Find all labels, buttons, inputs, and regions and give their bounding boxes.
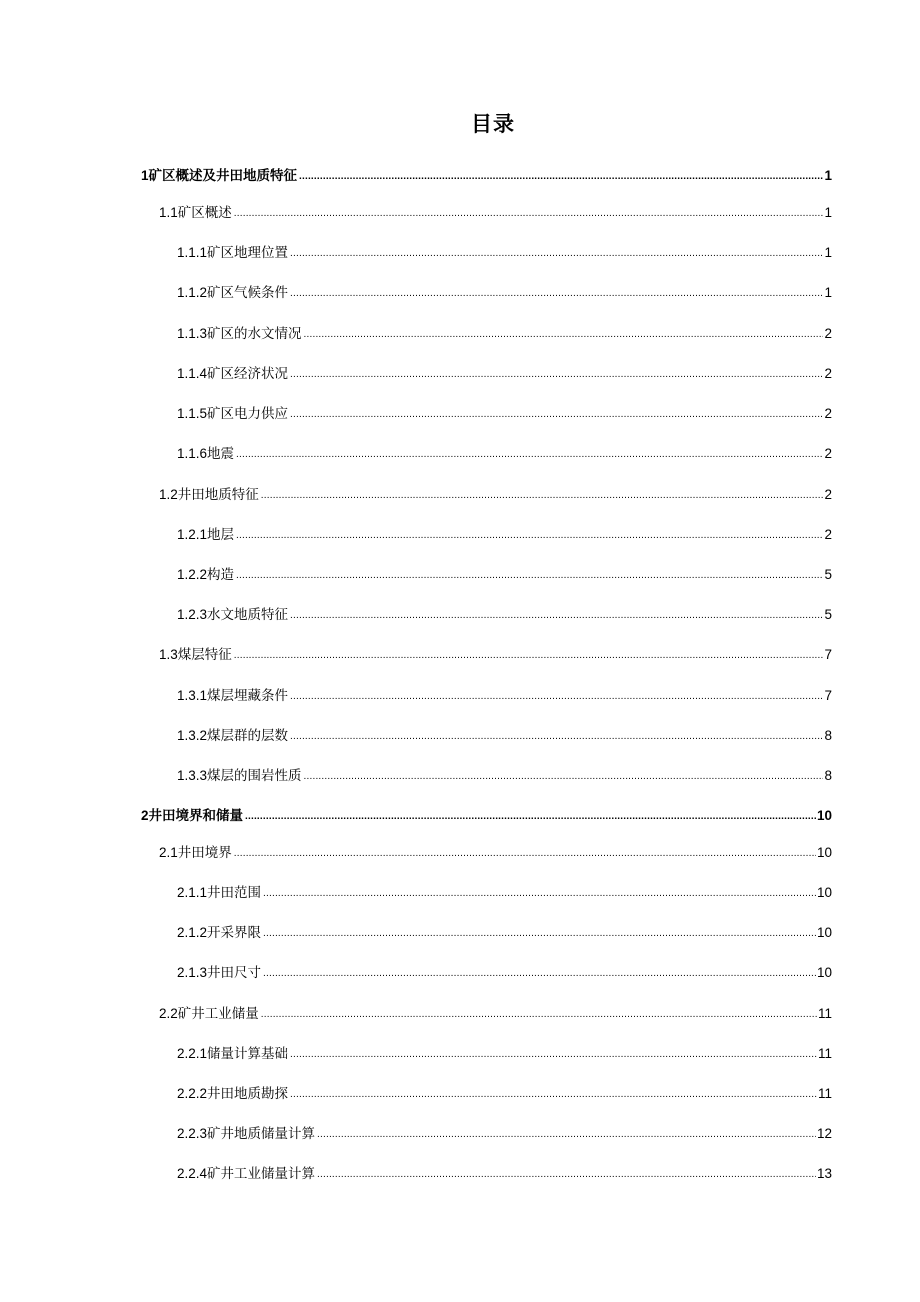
toc-entry-title: 水文地质特征 xyxy=(207,607,289,623)
toc-entry-title: 井田地质勘探 xyxy=(207,1086,289,1102)
toc-entry[interactable] xyxy=(177,402,832,426)
toc-entry[interactable] xyxy=(159,483,832,507)
toc-entry-number: 2.1 xyxy=(159,845,178,860)
toc-entry-page-number: 1 xyxy=(824,245,832,260)
toc-entry-title: 煤层的围岩性质 xyxy=(207,768,302,784)
toc-entry[interactable] xyxy=(159,1002,832,1026)
toc-entry-title: 矿区概述 xyxy=(177,205,232,221)
toc-entry[interactable] xyxy=(177,322,832,346)
toc-entry[interactable] xyxy=(177,961,832,985)
toc-entry-title: 井田境界 xyxy=(177,845,232,861)
toc-entry-number: 2.2.4 xyxy=(177,1166,208,1181)
toc-entry[interactable] xyxy=(177,881,832,905)
toc-entry-number: 2.1.1 xyxy=(177,885,208,900)
toc-dot-leader xyxy=(263,922,816,946)
toc-entry[interactable] xyxy=(177,362,832,386)
toc-entry-number: 1.2.1 xyxy=(177,527,208,542)
toc-entry[interactable] xyxy=(177,241,832,265)
toc-entry-number: 1.3.2 xyxy=(177,728,208,743)
toc-dot-leader xyxy=(290,403,823,427)
toc-dot-leader xyxy=(234,842,816,866)
toc-dot-leader xyxy=(290,242,823,266)
toc-entry-title: 井田尺寸 xyxy=(207,965,262,981)
toc-entry-title: 井田范围 xyxy=(207,885,262,901)
toc-entry[interactable] xyxy=(177,1122,832,1146)
toc-entry[interactable] xyxy=(177,603,832,627)
toc-dot-leader xyxy=(234,644,824,668)
toc-entry[interactable] xyxy=(159,841,832,865)
toc-dot-leader xyxy=(290,282,823,306)
toc-entry-title: 地震 xyxy=(207,446,235,462)
toc-entry-number: 1 xyxy=(141,168,149,183)
toc-entry-number: 2.2.2 xyxy=(177,1086,208,1101)
toc-entry[interactable] xyxy=(177,442,832,466)
toc-entry[interactable] xyxy=(177,1082,832,1106)
toc-entry-page-number: 5 xyxy=(824,607,832,622)
toc-entry-page-number: 8 xyxy=(824,768,832,783)
toc-entry-number: 1.2 xyxy=(159,487,178,502)
toc-title: 目录 xyxy=(471,112,515,136)
toc-entry-page-number: 2 xyxy=(824,446,832,461)
toc-entry-page-number: 1 xyxy=(824,205,832,220)
toc-entry-page-number: 12 xyxy=(816,1126,832,1141)
toc-entry-page-number: 10 xyxy=(816,885,832,900)
toc-entry-page-number: 10 xyxy=(816,925,832,940)
toc-dot-leader xyxy=(234,202,824,226)
toc-dot-leader xyxy=(304,323,824,347)
toc-entry-number: 1.3 xyxy=(159,647,178,662)
toc-entry-page-number: 2 xyxy=(824,406,832,421)
toc-entry[interactable] xyxy=(177,281,832,305)
toc-entry-page-number: 2 xyxy=(824,326,832,341)
toc-entry[interactable] xyxy=(177,563,832,587)
toc-entry-number: 1.1.1 xyxy=(177,245,208,260)
toc-entry-number: 2.1.2 xyxy=(177,925,208,940)
toc-entry-title: 井田境界和储量 xyxy=(148,808,244,824)
toc-entry-page-number: 11 xyxy=(817,1046,832,1061)
toc-entry-page-number: 11 xyxy=(817,1006,832,1021)
toc-entry-title: 矿区电力供应 xyxy=(207,406,289,422)
toc-entry[interactable] xyxy=(177,684,832,708)
toc-entry-page-number: 2 xyxy=(824,527,832,542)
toc-entry-page-number: 10 xyxy=(816,965,832,980)
toc-entry-number: 1.1.3 xyxy=(177,326,208,341)
toc-entry-title: 煤层群的层数 xyxy=(207,728,289,744)
toc-dot-leader xyxy=(304,765,824,789)
toc-dot-leader xyxy=(290,1083,817,1107)
toc-entry-number: 1.1.5 xyxy=(177,406,208,421)
toc-entry-page-number: 2 xyxy=(824,487,832,502)
toc-entry-page-number: 1 xyxy=(824,285,832,300)
toc-entry-title: 煤层埋藏条件 xyxy=(207,688,289,704)
toc-entry-number: 2.1.3 xyxy=(177,965,208,980)
toc-entry-number: 2.2.3 xyxy=(177,1126,208,1141)
toc-dot-leader xyxy=(261,1003,817,1027)
toc-entry[interactable] xyxy=(177,1162,832,1186)
toc-entry-page-number: 10 xyxy=(816,845,832,860)
toc-entry[interactable] xyxy=(159,643,832,667)
toc-entry-number: 1.3.1 xyxy=(177,688,208,703)
toc-entry-page-number: 5 xyxy=(824,567,832,582)
toc-dot-leader xyxy=(236,524,823,548)
toc-dot-leader xyxy=(317,1123,816,1147)
toc-dot-leader xyxy=(236,443,823,467)
toc-dot-leader xyxy=(263,962,816,986)
toc-entry-title: 矿区地理位置 xyxy=(207,245,289,261)
toc-entry-title: 构造 xyxy=(207,567,235,583)
toc-dot-leader xyxy=(290,685,823,709)
toc-dot-leader xyxy=(317,1163,816,1187)
toc-entry[interactable] xyxy=(159,201,832,225)
toc-dot-leader xyxy=(236,564,823,588)
toc-entry-number: 2 xyxy=(141,808,149,823)
toc-dot-leader xyxy=(290,363,823,387)
toc-dot-leader xyxy=(261,484,824,508)
toc-entry-number: 2.2.1 xyxy=(177,1046,208,1061)
toc-dot-leader xyxy=(263,882,816,906)
toc-entry-page-number: 8 xyxy=(824,728,832,743)
toc-entry-page-number: 1 xyxy=(824,168,832,183)
toc-entry-page-number: 11 xyxy=(817,1086,832,1101)
toc-entry-title: 矿区气候条件 xyxy=(207,285,289,301)
toc-entry-page-number: 7 xyxy=(824,688,832,703)
toc-dot-leader xyxy=(290,604,823,628)
toc-entry[interactable] xyxy=(177,523,832,547)
toc-dot-leader xyxy=(290,725,823,749)
toc-entry-title: 井田地质特征 xyxy=(177,487,259,503)
toc-entry-page-number: 7 xyxy=(824,647,832,662)
toc-entry-page-number: 2 xyxy=(824,366,832,381)
toc-entry[interactable] xyxy=(177,921,832,945)
toc-entry-title: 矿井工业储量计算 xyxy=(207,1166,316,1182)
toc-entry-title: 开采界限 xyxy=(207,925,262,941)
toc-entry-number: 1.3.3 xyxy=(177,768,208,783)
toc-entry[interactable] xyxy=(177,1042,832,1066)
toc-dot-leader xyxy=(299,165,823,189)
toc-entry-title: 矿井工业储量 xyxy=(177,1006,259,1022)
toc-entry-page-number: 13 xyxy=(816,1166,832,1181)
toc-entry-title: 矿区的水文情况 xyxy=(207,326,302,342)
toc-dot-leader xyxy=(245,805,816,829)
toc-entry-number: 2.2 xyxy=(159,1006,178,1021)
toc-entry[interactable] xyxy=(141,164,832,188)
toc-entry-title: 矿区概述及井田地质特征 xyxy=(148,168,298,184)
toc-entry-number: 1.1.2 xyxy=(177,285,208,300)
toc-entry-number: 1.2.3 xyxy=(177,607,208,622)
toc-entry[interactable] xyxy=(177,764,832,788)
toc-entry-number: 1.2.2 xyxy=(177,567,208,582)
toc-entry-title: 地层 xyxy=(207,527,235,543)
toc-entry[interactable] xyxy=(141,804,832,828)
toc-entry-number: 1.1.6 xyxy=(177,446,208,461)
toc-entry-number: 1.1.4 xyxy=(177,366,208,381)
toc-entry-title: 矿井地质储量计算 xyxy=(207,1126,316,1142)
toc-entry-title: 储量计算基础 xyxy=(207,1046,289,1062)
toc-entry-title: 煤层特征 xyxy=(177,647,232,663)
toc-entry-page-number: 10 xyxy=(816,808,832,823)
toc-entry-title: 矿区经济状况 xyxy=(207,366,289,382)
toc-entry[interactable] xyxy=(177,724,832,748)
toc-entry-number: 1.1 xyxy=(159,205,178,220)
toc-dot-leader xyxy=(290,1043,817,1067)
